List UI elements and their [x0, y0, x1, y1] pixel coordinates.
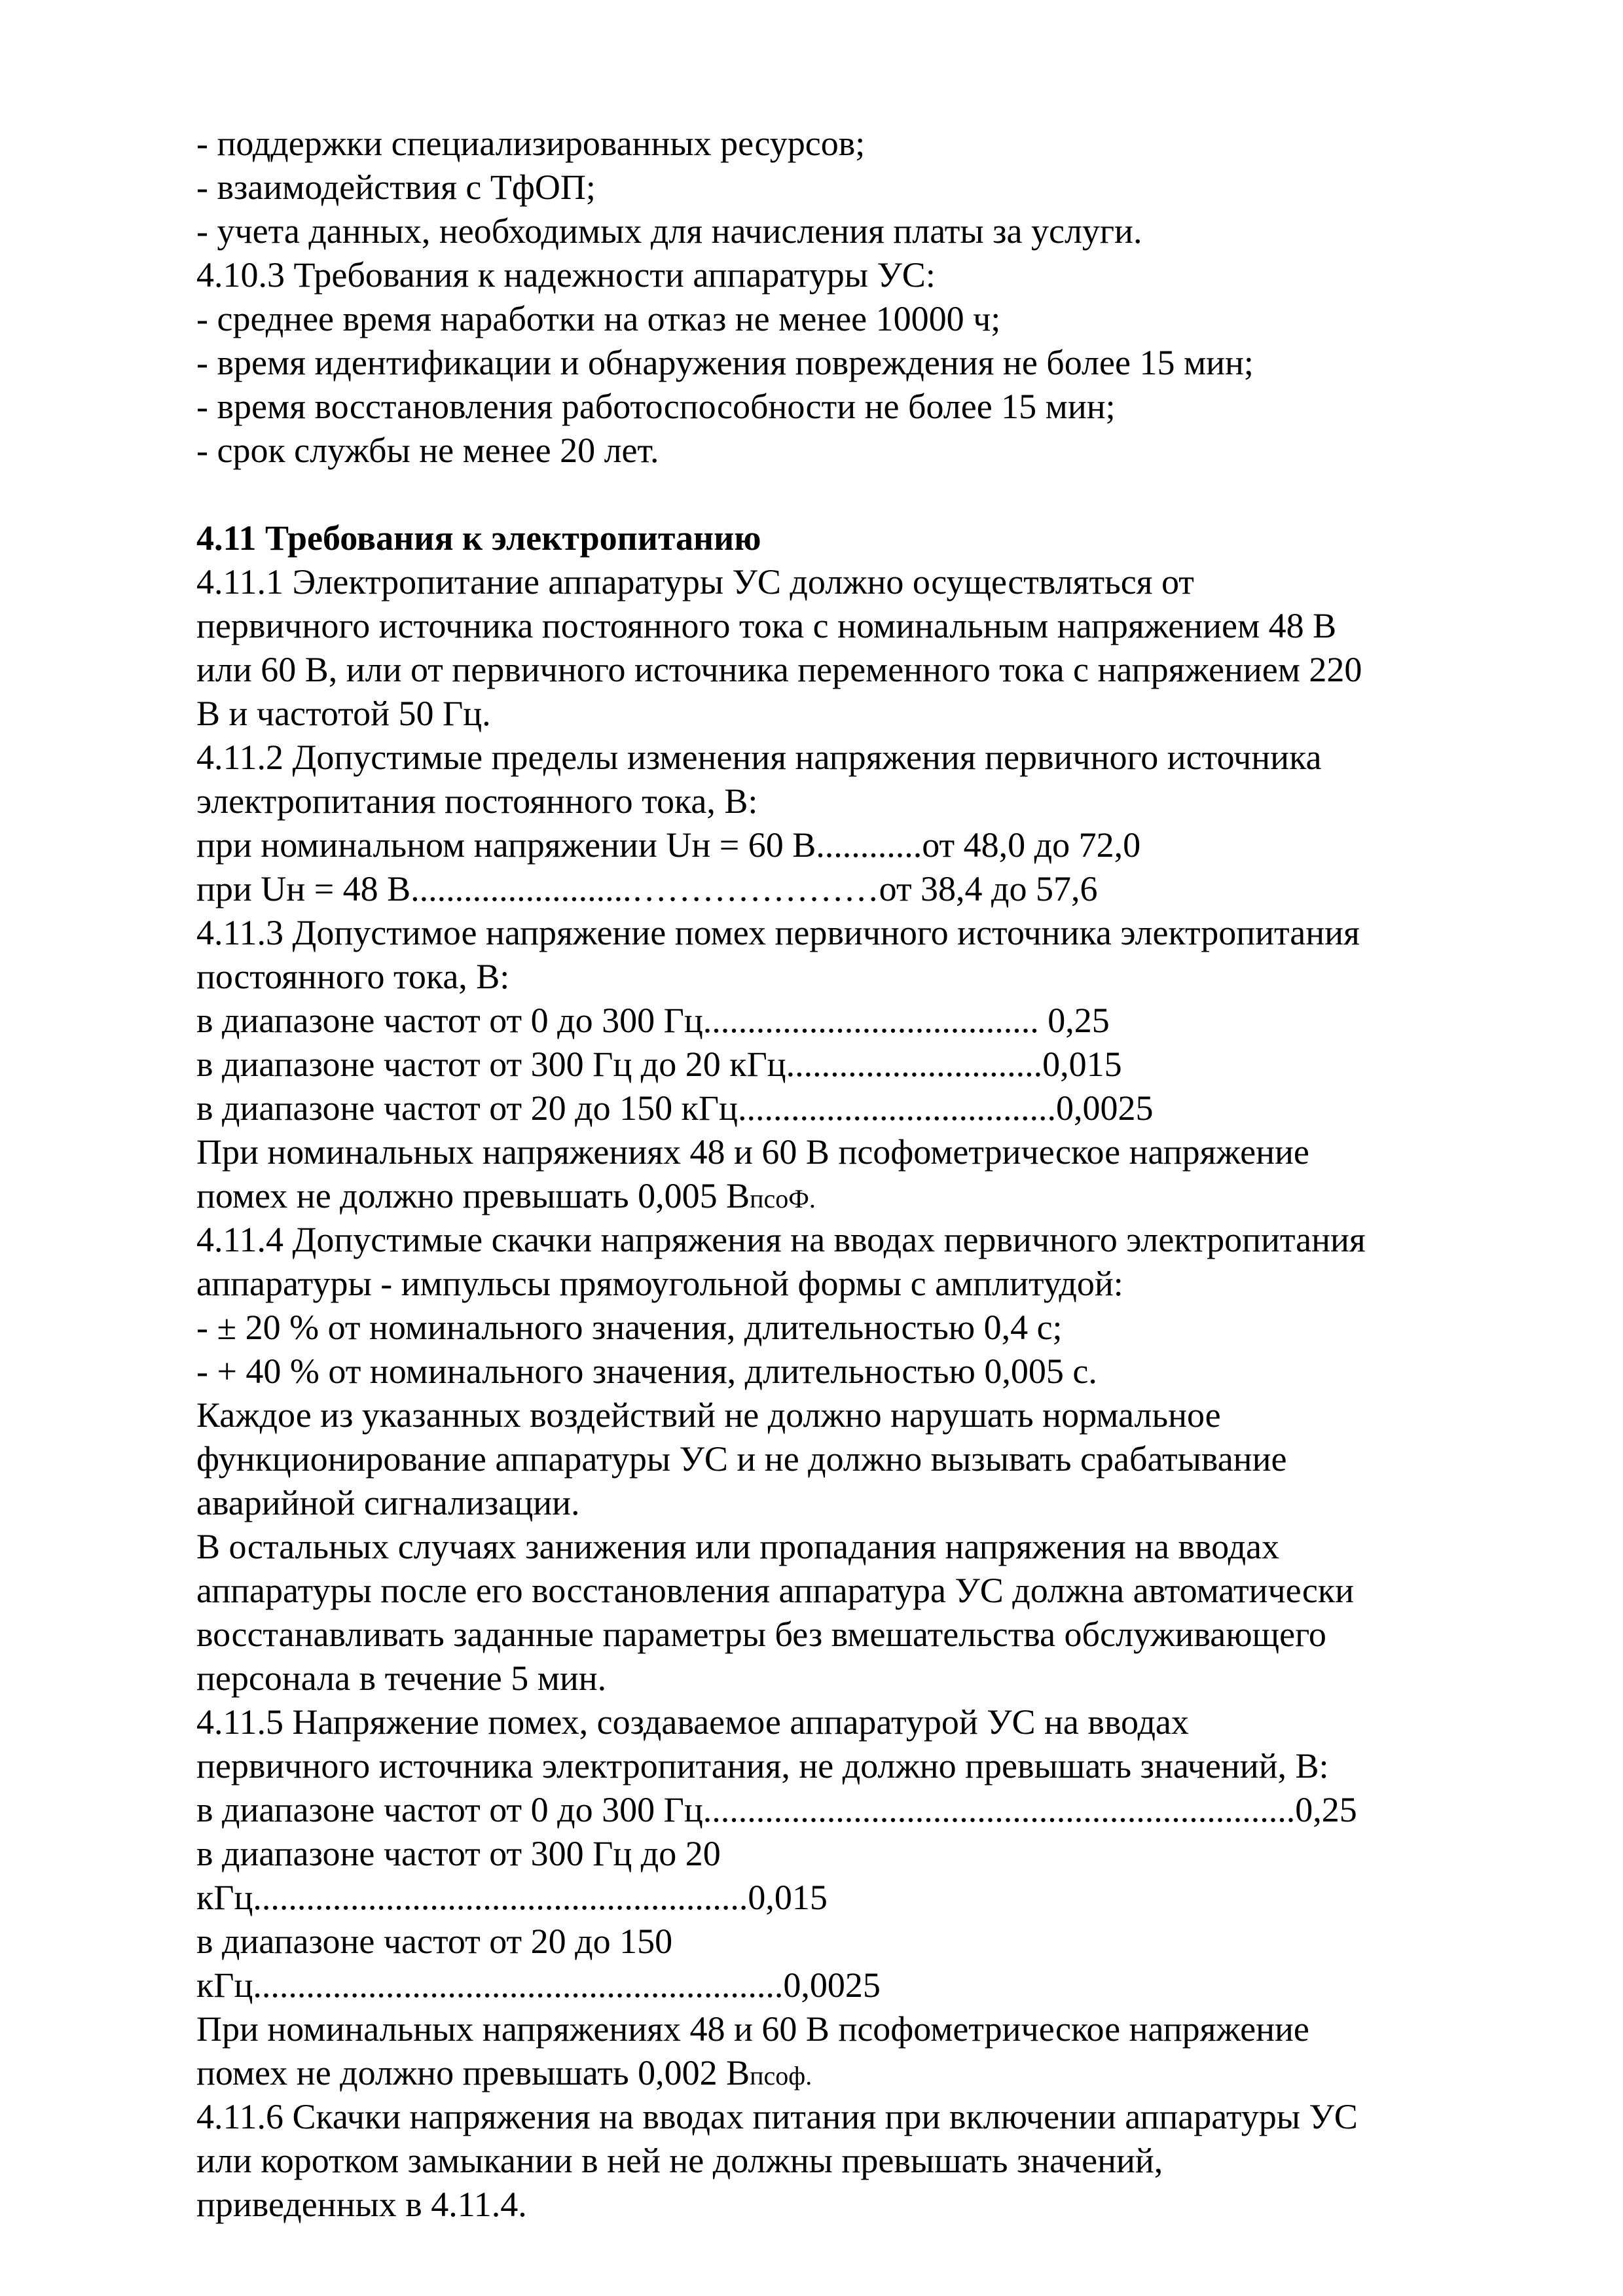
text-line: или коротком замыкании в ней не должны превышать значений, [196, 2141, 1163, 2180]
text-line: приведенных в 4.11.4. [196, 2185, 527, 2224]
text-line: - + 40 % от номинального значения, длительностью 0,005 с. [196, 1352, 1097, 1391]
text-line: персонала в течение 5 мин. [196, 1659, 607, 1698]
text-line: в диапазоне частот от 20 до 150 [196, 1922, 673, 1961]
text-line: функционирование аппаратуры УС и не должно вызывать срабатывание [196, 1439, 1287, 1479]
text-line: 4.11.5 Напряжение помех, создаваемое аппаратурой УС на вводах [196, 1702, 1189, 1742]
text-line: - учета данных, необходимых для начисления платы за услуги. [196, 211, 1142, 251]
text-line: В и частотой 50 Гц. [196, 694, 491, 733]
text-line: - среднее время наработки на отказ не менее 10000 ч; [196, 299, 1001, 338]
text-line: 4.11.3 Допустимое напряжение помех первичного источника электропитания [196, 913, 1360, 952]
text-line: в диапазоне частот от 300 Гц до 20 кГц.............................0,015 [196, 1045, 1122, 1084]
text-line: 4.11.1 Электропитание аппаратуры УС должно осуществляться от [196, 562, 1194, 601]
text-line: - время восстановления работоспособности не более 15 мин; [196, 387, 1116, 426]
text-line: - ± 20 % от номинального значения, длительностью 0,4 с; [196, 1308, 1063, 1347]
text-line: - поддержки специализированных ресурсов; [196, 124, 866, 163]
text-line: электропитания постоянного тока, В: [196, 781, 758, 821]
document-page [196, 122, 1499, 2227]
text-line: постоянного тока, В: [196, 957, 510, 996]
unit-subscript: псоФ. [750, 1184, 816, 1213]
section-heading: 4.11 Требования к электропитанию [196, 518, 761, 558]
text-line: при Uн = 48 В.........................…………………от 38,4 до 57,6 [196, 869, 1098, 908]
text-line: В остальных случаях занижения или пропадания напряжения на вводах [196, 1527, 1280, 1566]
text-line: первичного источника электропитания, не должно превышать значений, В: [196, 1746, 1329, 1785]
text-line: - время идентификации и обнаружения повреждения не более 15 мин; [196, 343, 1254, 382]
text-line: 4.11.6 Скачки напряжения на вводах питания при включении аппаратуры УС [196, 2097, 1358, 2136]
text-line: в диапазоне частот от 0 до 300 Гц...................................... 0,25 [196, 1001, 1110, 1040]
text-line: Каждое из указанных воздействий не должно нарушать нормальное [196, 1395, 1221, 1435]
text-line [196, 2051, 1499, 2095]
text-line: восстанавливать заданные параметры без вмешательства обслуживающего [196, 1615, 1326, 1654]
text-line: 4.11.2 Допустимые пределы изменения напряжения первичного источника [196, 738, 1322, 777]
text-line: При номинальных напряжениях 48 и 60 В псофометрическое напряжение [196, 2009, 1309, 2049]
text-line: или 60 В, или от первичного источника переменного тока с напряжением 220 [196, 650, 1362, 689]
text-line: аппаратуры после его восстановления аппаратура УС должна автоматически [196, 1571, 1355, 1610]
text-line-main: помех не должно превышать 0,002 В [196, 2053, 750, 2092]
text-line: При номинальных напряжениях 48 и 60 В псофометрическое напряжение [196, 1132, 1309, 1172]
text-line: - взаимодействия с ТфОП; [196, 168, 596, 207]
text-line [196, 1174, 1499, 1218]
text-line: аппаратуры - импульсы прямоугольной формы с амплитудой: [196, 1264, 1123, 1303]
text-line: аварийной сигнализации. [196, 1483, 580, 1522]
blank-line [196, 473, 1499, 516]
text-line: 4.11.4 Допустимые скачки напряжения на вводах первичного электропитания [196, 1220, 1366, 1259]
text-line: кГц............................................................0,0025 [196, 1965, 881, 2005]
text-line: кГц........................................................0,015 [196, 1878, 828, 1917]
text-line: первичного источника постоянного тока с номинальным напряжением 48 В [196, 606, 1337, 645]
text-line: в диапазоне частот от 0 до 300 Гц...................................................................0,25 [196, 1790, 1357, 1829]
text-line: при номинальном напряжении Uн = 60 В............от 48,0 до 72,0 [196, 825, 1141, 865]
text-line: 4.10.3 Требования к надежности аппаратуры УС: [196, 255, 936, 295]
text-line: в диапазоне частот от 20 до 150 кГц....................................0,0025 [196, 1088, 1154, 1128]
unit-subscript: псоф. [750, 2061, 812, 2090]
text-line-main: помех не должно превышать 0,005 В [196, 1176, 750, 1215]
text-line: в диапазоне частот от 300 Гц до 20 [196, 1834, 721, 1873]
text-line: - срок службы не менее 20 лет. [196, 431, 659, 470]
